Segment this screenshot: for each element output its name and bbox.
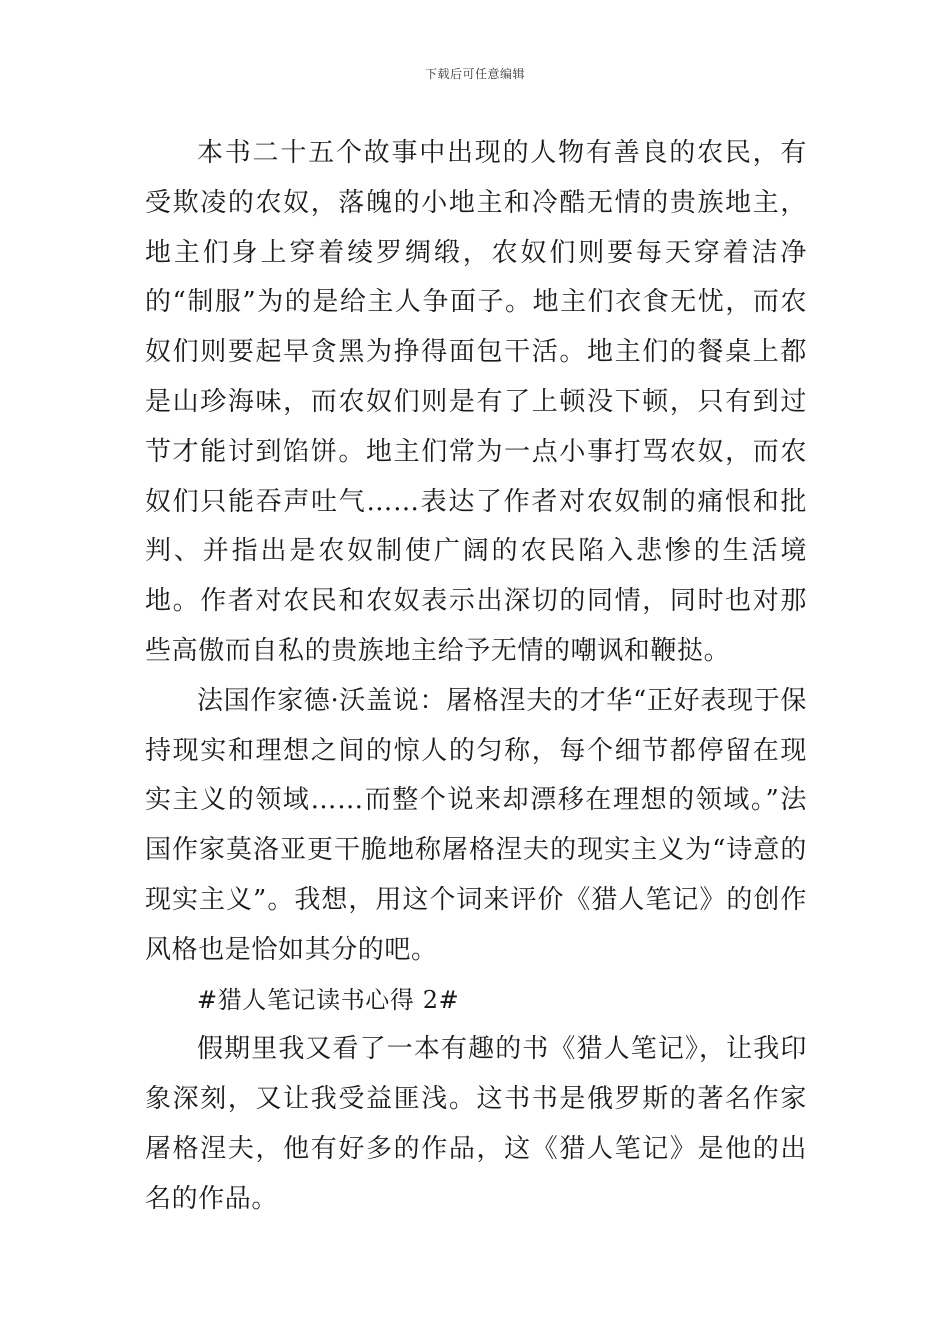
- paragraph-holiday-reading: 假期里我又看了一本有趣的书《猎人笔记》，让我印象深刻，又让我受益匪浅。这书书是俄罗斯的著名作家屠格涅夫，他有好多的作品，这《猎人笔记》是他的出名的作品。: [145, 1034, 807, 1214]
- paragraph-poetic-realism: 法国作家德·沃盖说：屠格涅夫的才华“正好表现于保持现实和理想之间的惊人的匀称，每个细节都停留在现实主义的领域……而整个说来却漂移在理想的领域。”法国作家莫洛亚更干脆地称屠格涅夫的现实主义为“诗意的现实主义”。我想，用这个词来评价《猎人笔记》的创作风格也是恰如其分的吧。: [145, 685, 807, 965]
- document-body: [145, 129, 807, 1225]
- paragraph-story-characters: 本书二十五个故事中出现的人物有善良的农民，有受欺凌的农奴，落魄的小地主和冷酷无情的贵族地主，地主们身上穿着绫罗绸缎，农奴们则要每天穿着洁净的“制服”为的是给主人争面子。地主们衣食无忧，而农奴们则要起早贪黑为挣得面包干活。地主们的餐桌上都是山珍海味，而农奴们则是有了上顿没下顿，只有到过节才能讨到馅饼。地主们常为一点小事打骂农奴，而农奴们只能吞声吐气……表达了作者对农奴制的痛恨和批判、并指出是农奴制使广阔的农民陷入悲惨的生活境地。作者对农民和农奴表示出深切的同情，同时也对那些高傲而自私的贵族地主给予无情的嘲讽和鞭挞。: [145, 138, 807, 666]
- header-note: 下载后可任意编辑: [424, 67, 525, 81]
- section-heading: #猎人笔记读书心得 2#: [197, 985, 460, 1014]
